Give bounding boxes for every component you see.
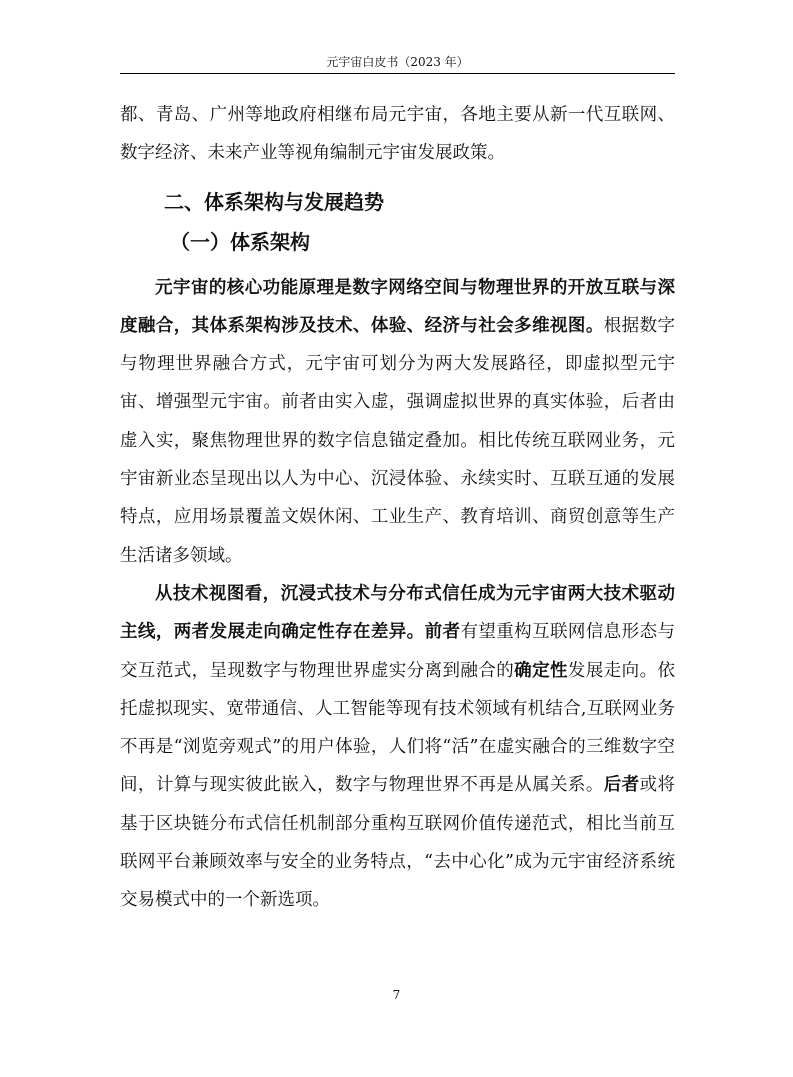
section-heading: 二、体系架构与发展趋势 — [164, 189, 384, 214]
page-body — [120, 96, 675, 920]
paragraph-technology-view — [120, 575, 675, 920]
paragraph-technology-lead: 从技术视图看，沉浸式技术与分布式信任成为元宇宙两大技术驱动主线，两者发展走向确定性存在差异。 — [120, 583, 675, 643]
latter-label: 后者 — [603, 775, 640, 796]
running-header: 元宇宙白皮书（2023 年） — [326, 55, 469, 69]
header-rule — [120, 73, 675, 74]
page-number: 7 — [392, 988, 401, 1002]
former-text: 有望重构互联网信息形态与交互范式，呈现数字与物理世界虚实分离到融合的 — [120, 622, 676, 681]
paragraph-architecture-lead: 元宇宙的核心功能原理是数字网络空间与物理世界的开放互联与深度融合，其体系架构涉及技术、体验、经济与社会多维视图。 — [120, 277, 675, 336]
latter-text: 或将基于区块链分布式信任机制部分重构互联网价值传递范式，相比当前互联网平台兼顾效率与安全的业务特点，“去中心化”成为元宇宙经济系统交易模式中的一个新选项。 — [120, 775, 676, 911]
paragraph-architecture-body: 根据数字与物理世界融合方式，元宇宙可划分为两大发展路径，即虚拟型元宇宙、增强型元宇宙。前者由实入虚，强调虚拟世界的真实体验，后者由虚入实，聚焦物理世界的数字信息锚定叠加。相比传统互联网业务，元宇宙新业态呈现出以人为中心、沉浸体验、永续实时、互联互通的发展特点，应用场景覆盖文娱休闲、工业生产、教育培训、商贸创意等生产生活诸多领域。 — [120, 315, 675, 566]
certainty-label: 确定性 — [514, 660, 568, 681]
continuation-paragraph: 都、青岛、广州等地政府相继布局元宇宙，各地主要从新一代互联网、数字经济、未来产业等视角编制元宇宙发展政策。 — [120, 105, 675, 164]
former-label: 前者 — [424, 622, 461, 643]
subsection-heading: （一）体系架构 — [170, 229, 310, 254]
paragraph-architecture — [120, 269, 675, 575]
former-text-continued: 发展走向。依托虚拟现实、宽带通信、人工智能等现有技术领域有机结合,互联网业务不再是“浏览旁观式”的用户体验，人们将“活”在虚实融合的三维数字空间，计算与现实彼此嵌入，数字与物理世界不再是从属关系。 — [120, 660, 676, 796]
